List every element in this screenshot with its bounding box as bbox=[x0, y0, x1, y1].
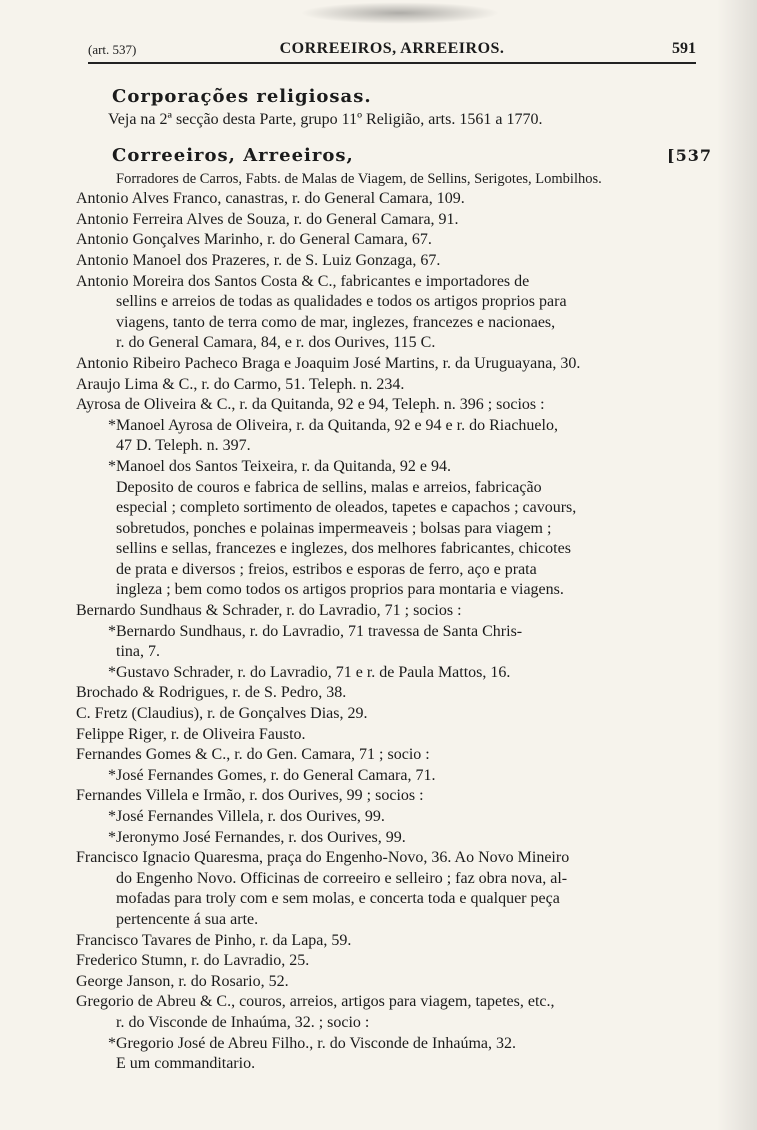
listing-entry: Bernardo Sundhaus & Schrader, r. do Lavradio, 71 ; socios : bbox=[76, 602, 462, 620]
listing-partner: *José Fernandes Villela, r. dos Ourives, 99. bbox=[108, 808, 385, 825]
listing-continuation: pertencente á sua arte. bbox=[116, 910, 259, 928]
listing-entry: Fernandes Gomes & C., r. do Gen. Camara, 71 ; socio : bbox=[76, 746, 430, 764]
listing-entry: Antonio Ferreira Alves de Souza, r. do General Camara, 91. bbox=[76, 210, 459, 228]
ink-stain bbox=[300, 2, 500, 24]
listing-entry: Brochado & Rodrigues, r. de S. Pedro, 38. bbox=[76, 684, 347, 702]
listing-continuation: do Engenho Novo. Officinas de correeiro e selleiro ; faz obra nova, al- bbox=[116, 869, 568, 887]
listing-continuation: mofadas para troly com e sem molas, e concerta toda e qualquer peça bbox=[116, 890, 560, 908]
listing-entry: Araujo Lima & C., r. do Carmo, 51. Teleph. n. 234. bbox=[76, 375, 405, 393]
text-line: Veja na 2ª secção desta Parte, grupo 11º Religião, arts. 1561 a 1770. bbox=[108, 111, 543, 128]
listing-entry: Antonio Alves Franco, canastras, r. do General Camara, 109. bbox=[76, 190, 465, 208]
listing-entry: Francisco Ignacio Quaresma, praça do Engenho-Novo, 36. Ao Novo Mineiro bbox=[76, 849, 570, 867]
listing-continuation: sellins e arreios de todas as qualidades e todos os artigos proprios para bbox=[116, 293, 567, 311]
listing-entry: Antonio Manoel dos Prazeres, r. de S. Luiz Gonzaga, 67. bbox=[76, 251, 441, 269]
section-subtitle: Forradores de Carros, Fabts. de Malas de Viagem, de Sellins, Serigotes, Lombilhos. bbox=[116, 170, 602, 187]
page-edge-shadow bbox=[717, 0, 757, 1130]
listing-entry: Antonio Gonçalves Marinho, r. do General Camara, 67. bbox=[76, 231, 432, 249]
listing-entry: C. Fretz (Claudius), r. de Gonçalves Dias, 29. bbox=[76, 705, 368, 723]
section-title-text: Correeiros, Arreeiros, bbox=[112, 144, 354, 166]
listing-continuation: E um commanditario. bbox=[116, 1055, 256, 1073]
listing-entry: Ayrosa de Oliveira & C., r. da Quitanda, 92 e 94, Teleph. n. 396 ; socios : bbox=[76, 396, 545, 414]
listing-partner: *Manoel dos Santos Teixeira, r. da Quitanda, 92 e 94. bbox=[108, 457, 451, 475]
listing-continuation: tina, 7. bbox=[116, 643, 160, 661]
listing-partner: *Gustavo Schrader, r. do Lavradio, 71 e r. de Paula Mattos, 16. bbox=[108, 663, 511, 681]
page-number: 591 bbox=[672, 40, 696, 57]
listing-continuation: r. do Visconde de Inhaúma, 32. ; socio : bbox=[116, 1013, 370, 1031]
listing-continuation: r. do General Camara, 84, e r. dos Ourives, 115 C. bbox=[116, 334, 436, 352]
listing-continuation: ingleza ; bem como todos os artigos proprios para montaria e viagens. bbox=[116, 581, 564, 599]
listing-continuation: 47 D. Teleph. n. 397. bbox=[116, 437, 251, 455]
page-content bbox=[76, 84, 712, 1075]
listing-continuation: sellins e sellas, francezes e inglezes, dos melhores fabricantes, chicotes bbox=[116, 540, 571, 558]
listing-entry: Fernandes Villela e Irmão, r. dos Ourives, 99 ; socios : bbox=[76, 787, 424, 805]
listing-continuation: especial ; completo sortimento de oleados, tapetes e capachos ; cavours, bbox=[116, 499, 577, 517]
section-title-text: Corporações religiosas. bbox=[112, 86, 372, 107]
listing-partner: *José Fernandes Gomes, r. do General Camara, 71. bbox=[108, 766, 436, 784]
listing-continuation: viagens, tanto de terra como de mar, inglezes, francezes e nacionaes, bbox=[116, 313, 556, 331]
listing-entry: Antonio Ribeiro Pacheco Braga e Joaquim José Martins, r. da Uruguayana, 30. bbox=[76, 354, 581, 372]
listing-entry: George Janson, r. do Rosario, 52. bbox=[76, 972, 289, 990]
listing-continuation: sobretudos, ponches e polainas impermeaveis ; bolsas para viagem ; bbox=[116, 519, 552, 537]
listing-continuation: Deposito de couros e fabrica de sellins, malas e arreios, fabricação bbox=[116, 478, 542, 496]
listing-partner: *Bernardo Sundhaus, r. do Lavradio, 71 travessa de Santa Chris- bbox=[108, 622, 523, 640]
header-title: CORREEIROS, ARREEIROS. bbox=[279, 40, 505, 57]
listing-partner: *Jeronymo José Fernandes, r. dos Ourives, 99. bbox=[108, 828, 406, 846]
running-header bbox=[88, 40, 696, 64]
listing-continuation: de prata e diversos ; freios, estribos e esporas de ferro, aço e prata bbox=[116, 560, 537, 578]
section-title-corporacoes bbox=[112, 84, 712, 110]
listing-partner: *Manoel Ayrosa de Oliveira, r. da Quitanda, 92 e 94 e r. do Riachuelo, bbox=[108, 416, 558, 434]
listing-entry: Gregorio de Abreu & C., couros, arreios, artigos para viagem, tapetes, etc., bbox=[76, 993, 555, 1011]
section-article-ref: [537 bbox=[667, 145, 712, 165]
listing-entry: Antonio Moreira dos Santos Costa & C., fabricantes e importadores de bbox=[76, 272, 530, 290]
header-article-ref: (art. 537) bbox=[88, 42, 137, 57]
section-title-correeiros bbox=[112, 143, 712, 169]
listing-entry: Felippe Riger, r. de Oliveira Fausto. bbox=[76, 725, 306, 743]
listing-entry: Frederico Stumn, r. do Lavradio, 25. bbox=[76, 952, 310, 970]
listing-partner: *Gregorio José de Abreu Filho., r. do Visconde de Inhaúma, 32. bbox=[108, 1034, 517, 1052]
listing-entry: Francisco Tavares de Pinho, r. da Lapa, 59. bbox=[76, 931, 352, 949]
